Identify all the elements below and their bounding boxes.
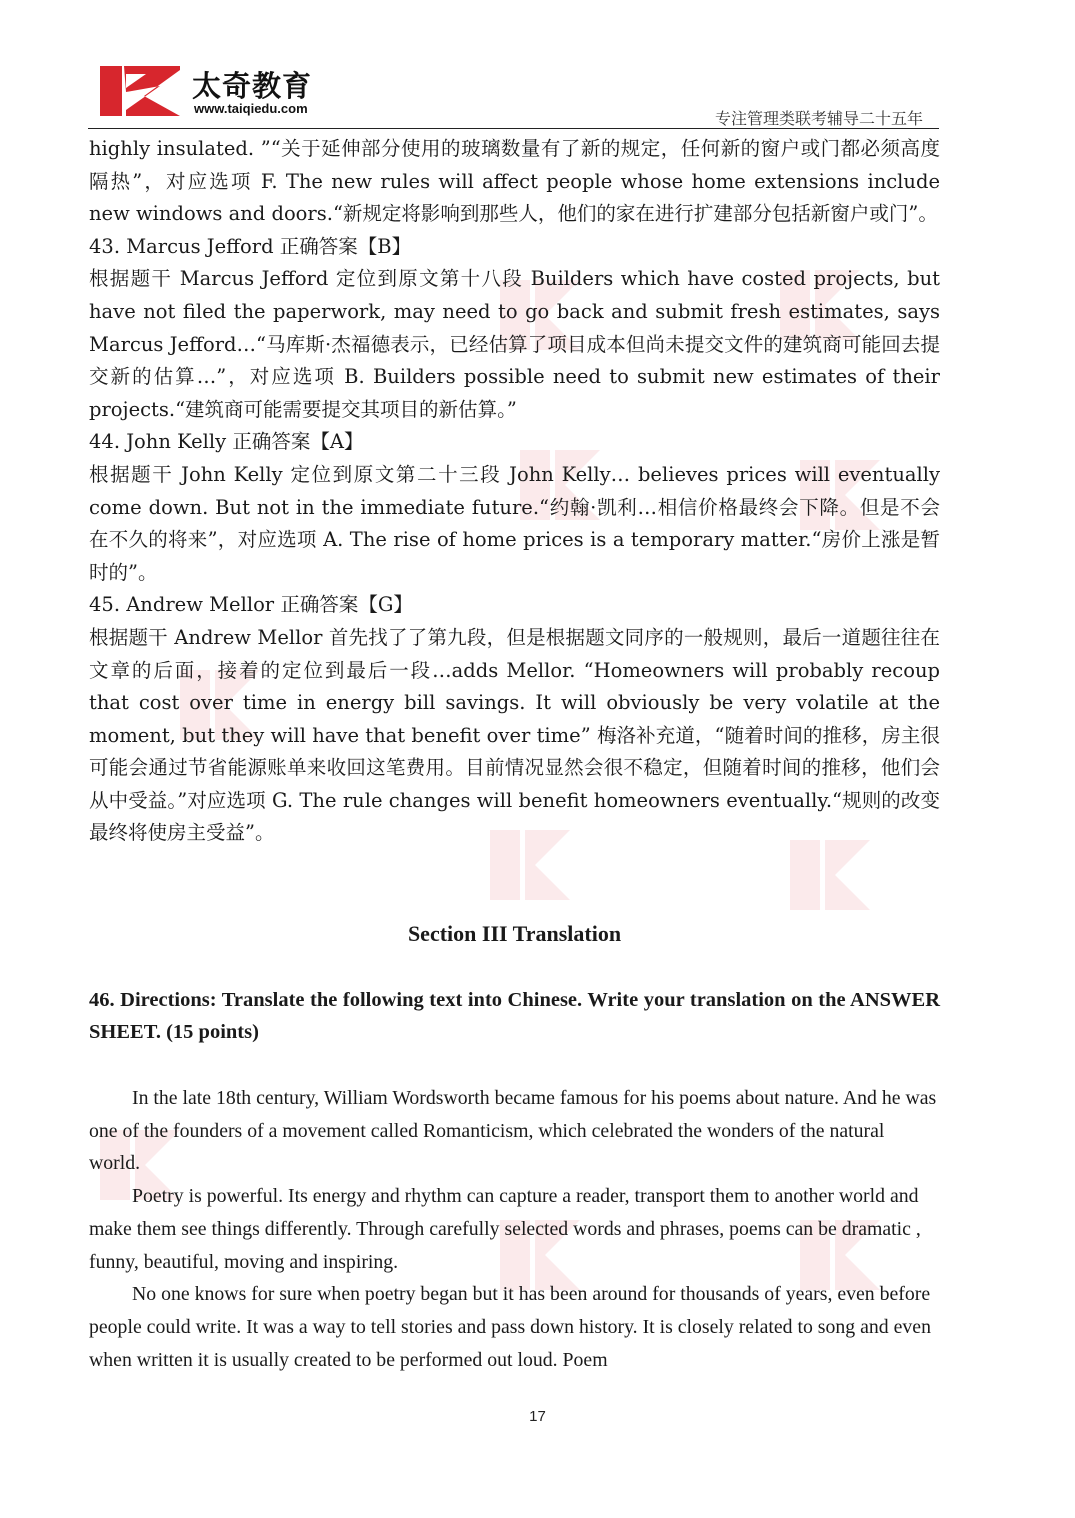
question-45-heading: 45. Andrew Mellor 正确答案【G】 — [89, 593, 413, 617]
translation-passage — [89, 1082, 940, 1376]
logo-url[interactable]: www.taiqiedu.com — [194, 101, 308, 116]
question-43-explanation: 根据题干 Marcus Jefford 定位到原文第十八段 Builders which have costed projects, but have not filed the paperwork, may need to go back and submit fresh estimates, says Marcus Jefford…“马库斯·杰福德表示，已经估算了项目成本但尚未提交文件的建筑商可能回去提交新的估算…”，对应选项 B. Builders possible need to submit new estimates of their projects.“建筑商可能需要提交其项目的新估算。” — [89, 267, 940, 421]
section-title: Section III Translation — [407, 921, 622, 947]
header-divider — [88, 128, 939, 129]
taiqi-logo-icon — [100, 66, 180, 116]
answer-explanation-42-tail: highly insulated. ”“关于延伸部分使用的玻璃数量有了新的规定，任何新的窗户或门都必须高度隔热”，对应选项 F. The new rules will affect people whose home extensions include new windows and doors.“新规定将影响到那些人，他们的家在进行扩建部分包括新窗户或门”。 — [89, 137, 940, 226]
page-content — [89, 133, 940, 1376]
question-44-heading: 44. John Kelly 正确答案【A】 — [89, 430, 364, 454]
logo-name: 太奇教育 — [192, 69, 313, 103]
page-number: 17 — [529, 1408, 546, 1425]
passage-paragraph: Poetry is powerful. Its energy and rhythm can capture a reader, transport them to another world and make them see things differently. Through carefully selected words and phrases, poems can be dramatic , funny, beautiful, moving and inspiring. — [89, 1185, 921, 1273]
header-slogan: 专注管理类联考辅导二十五年 — [714, 109, 923, 128]
question-44-explanation: 根据题干 John Kelly 定位到原文第二十三段 John Kelly… believes prices will eventually come down. But not in the immediate future.“约翰·凯利…相信价格最终会下降。但是不会在不久的将来”，对应选项 A. The rise of home prices is a temporary matter.“房价上涨是暂时的”。 — [89, 462, 940, 584]
directions-text: Directions: Translate the following text into Chinese. Write your translation on the ANSWER SHEET. (15 points) — [89, 989, 941, 1044]
question-number: 46. — [89, 989, 115, 1012]
translation-directions — [89, 984, 940, 1048]
passage-paragraph: No one knows for sure when poetry began but it has been around for thousands of years, even before people could write. It was a way to tell stories and pass down history. It is closely related to song and even when written it is usually created to be performed out loud. Poem — [89, 1283, 931, 1371]
question-43-heading: 43. Marcus Jefford 正确答案【B】 — [89, 234, 412, 258]
question-45-explanation: 根据题干 Andrew Mellor 首先找了了第九段，但是根据题文同序的一般规则，最后一道题往往在文章的后面，接着的定位到最后一段…adds Mellor. “Homeowners will probably recoup that cost over time in energy bill savings. It will obviously be very volatile at the moment, but they will have that benefit over time” 梅洛补充道，“随着时间的推移，房主很可能会通过节省能源账单来收回这笔费用。目前情况显然会很不稳定，但随着时间的推移，他们会从中受益。”对应选项 G. The rule changes will benefit homeowners eventually.“规则的改变最终将使房主受益”。 — [89, 625, 940, 845]
passage-paragraph: In the late 18th century, William Wordsworth became famous for his poems about nature. And he was one of the founders of a movement called Romanticism, which celebrated the wonders of the natural world. — [89, 1087, 937, 1175]
